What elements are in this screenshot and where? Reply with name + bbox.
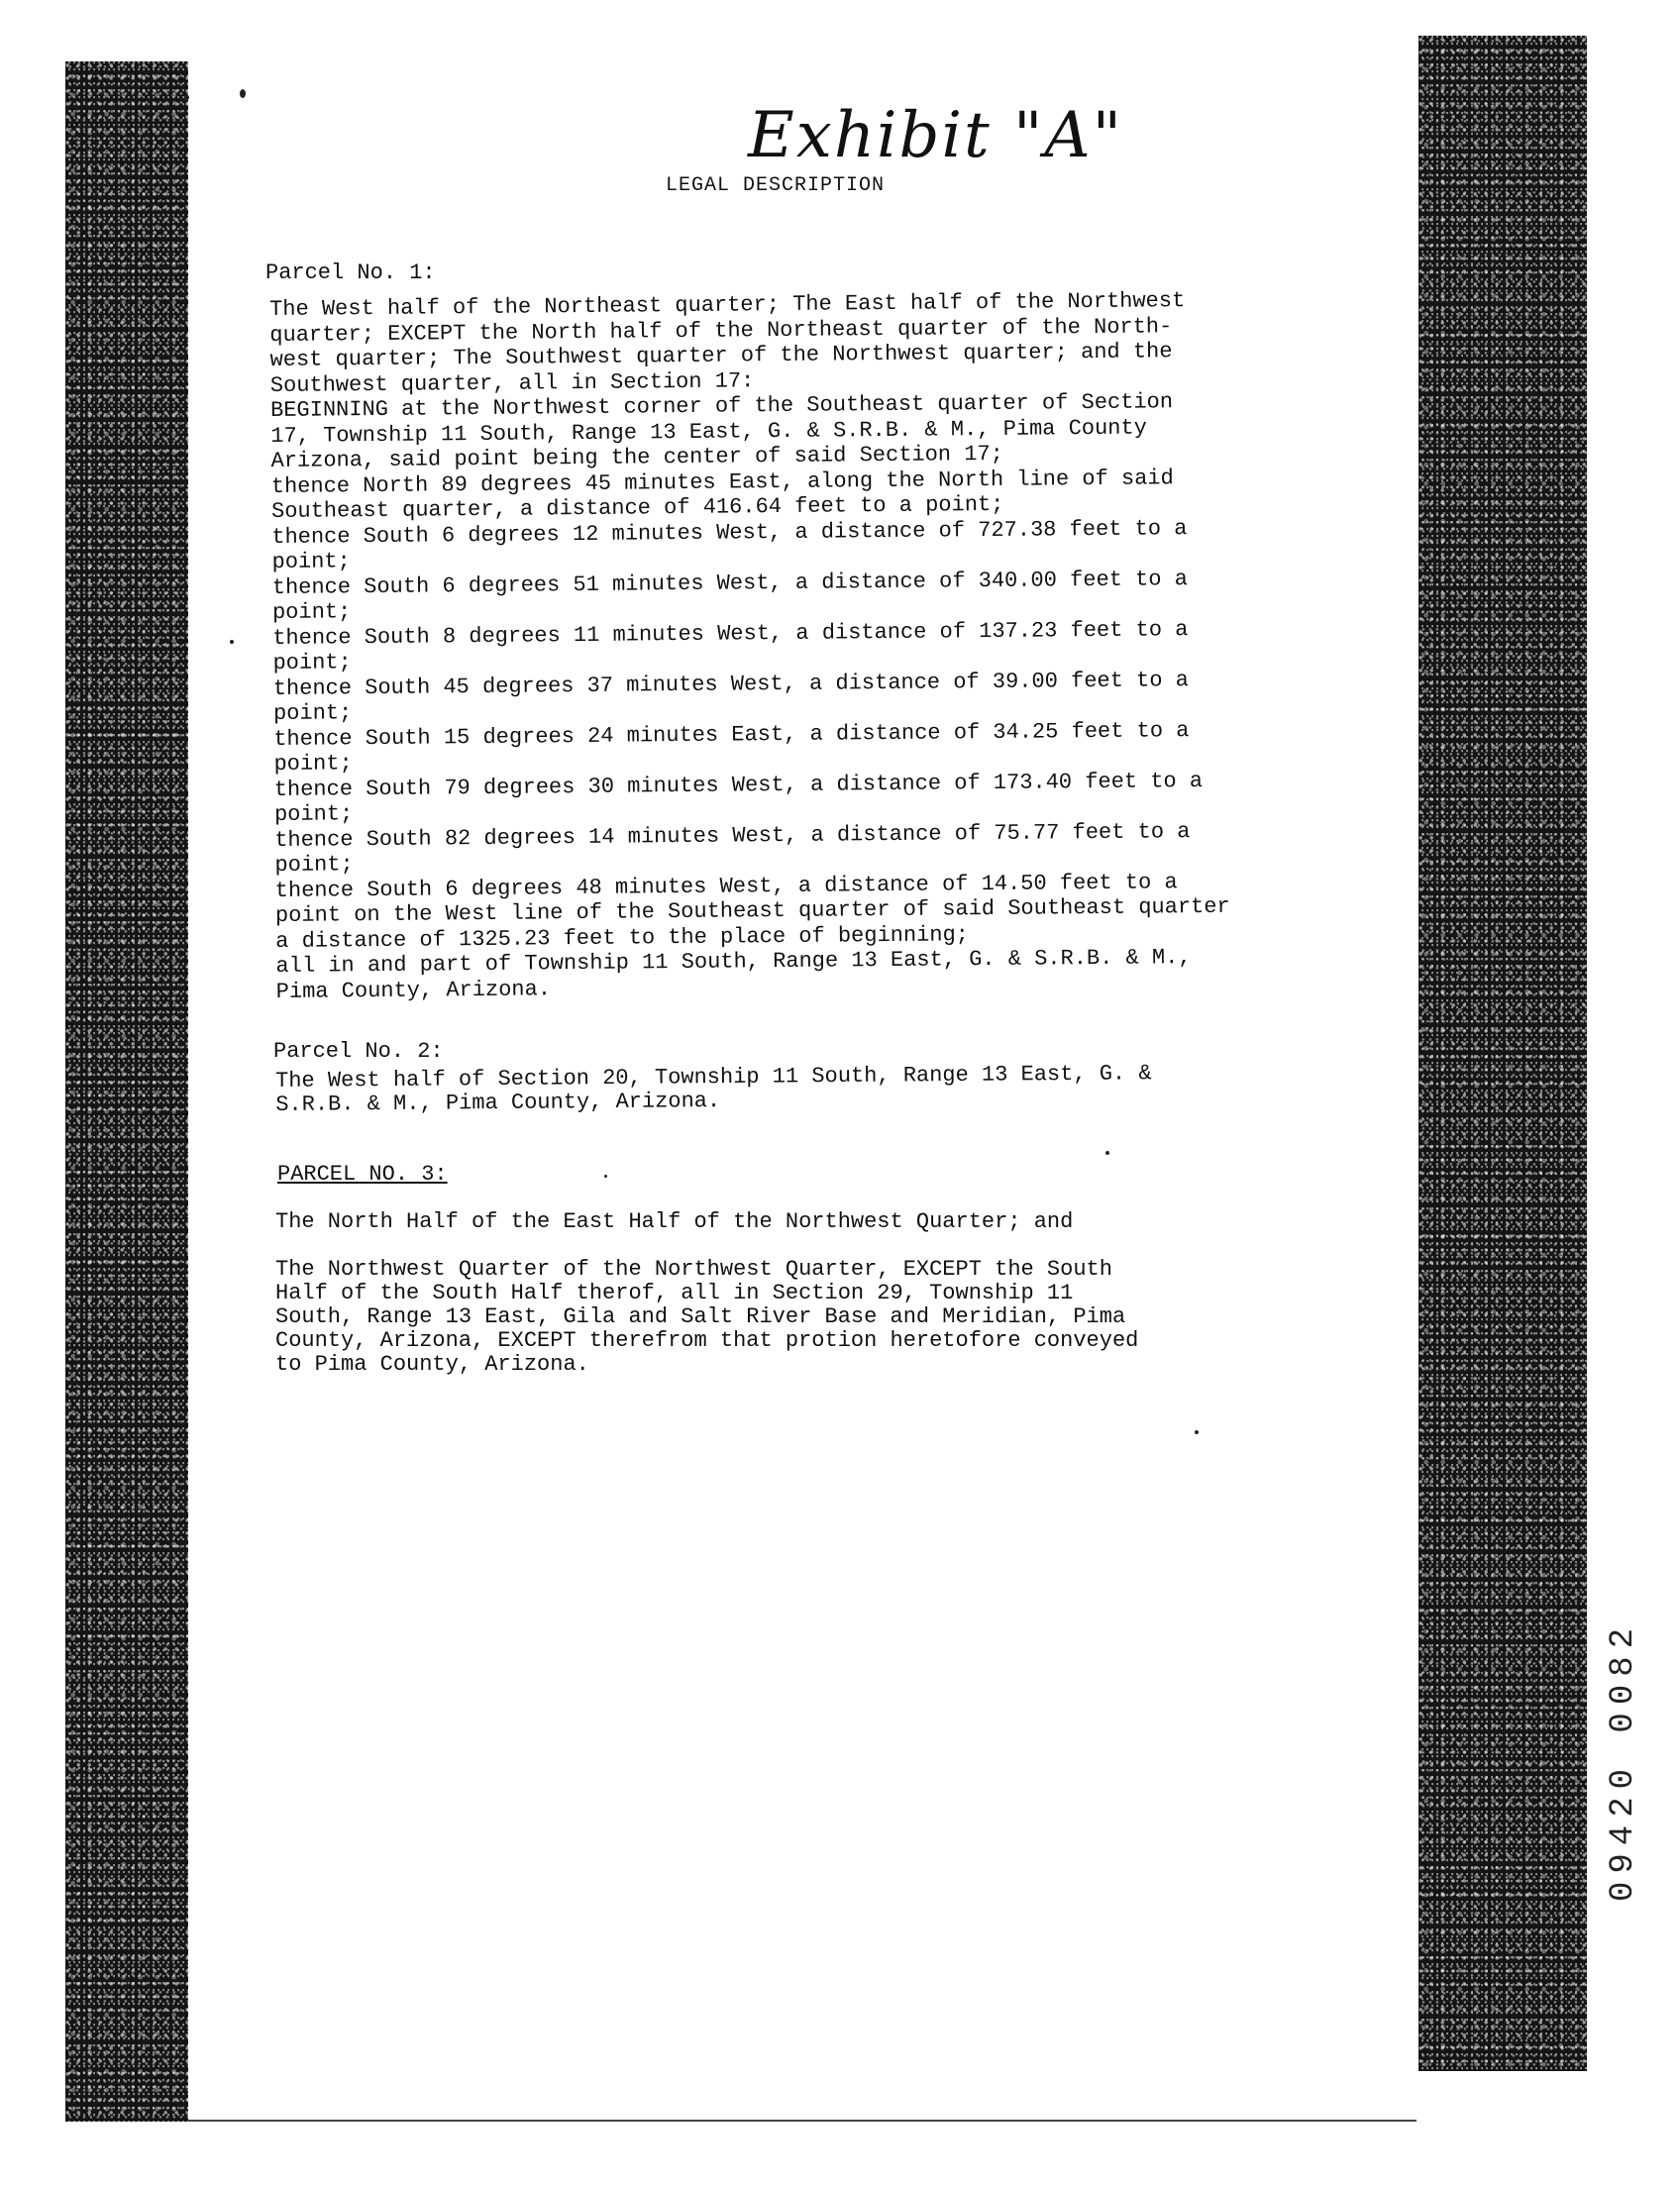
scan-speck <box>604 1175 607 1178</box>
scan-speck <box>1105 1151 1109 1155</box>
parcel-1-description: The West half of the Northeast quarter; The East half of the Northwest quarter; EXCEPT the North half of the Northeast quarter of the North- west quarter; The Southwest quarter of the Northwest quarter; and the Southwest quarter, all in Section 17: BEGINNING at the Northwest corner of the Southeast quarter of Section 17, Township 11 South, Range 13 East, G. & S.R.B. & M., Pima County Arizona, said point being the center of said Section 17; thence North 89 degrees 45 minutes East, along the North line of said Southeast quarter, a distance of 416.64 feet to a point; thence South 6 degrees 12 minutes West, a distance of 727.38 feet to a point; thence South 6 degrees 51 minutes West, a distance of 340.00 feet to a point; thence South 8 degrees 11 minutes West, a distance of 137.23 feet to a point; thence South 45 degrees 37 minutes West, a distance of 39.00 feet to a point; thence South 15 degrees 24 minutes East, a distance of 34.25 feet to a point; thence South 79 degrees 30 minutes West, a distance of 173.40 feet to a point; thence South 82 degrees 14 minutes West, a distance of 75.77 feet to a point; thence South 6 degrees 48 minutes West, a distance of 14.50 feet to a point on the West line of the Southeast quarter of said Southeast quarter a distance of 1325.23 feet to the place of beginning; all in and part of Township 11 South, Range 13 East, G. & S.R.B. & M., Pima County, Arizona. <box>269 288 1230 1004</box>
scan-speck <box>240 89 246 98</box>
side-stamp-number: 09420 0082 <box>1605 1619 1642 1902</box>
parcel-2-label: Parcel No. 2: <box>273 1039 444 1064</box>
scan-edge-left <box>65 61 188 2122</box>
parcel-3-label: PARCEL NO. 3: <box>277 1162 448 1187</box>
scan-speck <box>230 640 234 644</box>
scan-bottom-edge <box>188 2120 1417 2122</box>
document-heading: LEGAL DESCRIPTION <box>666 174 886 197</box>
scan-speck <box>184 95 189 100</box>
handwritten-title: Exhibit "A" <box>748 99 1124 172</box>
parcel-3-first-line: The North Half of the East Half of the Northwest Quarter; and <box>275 1209 1074 1234</box>
parcel-1-label: Parcel No. 1: <box>265 260 436 285</box>
parcel-3-description: The Northwest Quarter of the Northwest Quarter, EXCEPT the South Half of the South Half therof, all in Section 29, Township 11 South, Range 13 East, Gila and Salt River Base and Meridian, Pima County, Arizona, EXCEPT therefrom that protion heretofore conveyed to Pima County, Arizona. <box>275 1257 1139 1377</box>
parcel-2-description: The West half of Section 20, Township 11 South, Range 13 East, G. & S.R.B. & M., Pima County, Arizona. <box>274 1061 1152 1117</box>
scan-speck <box>1195 1430 1199 1434</box>
scan-edge-right <box>1418 36 1587 2071</box>
